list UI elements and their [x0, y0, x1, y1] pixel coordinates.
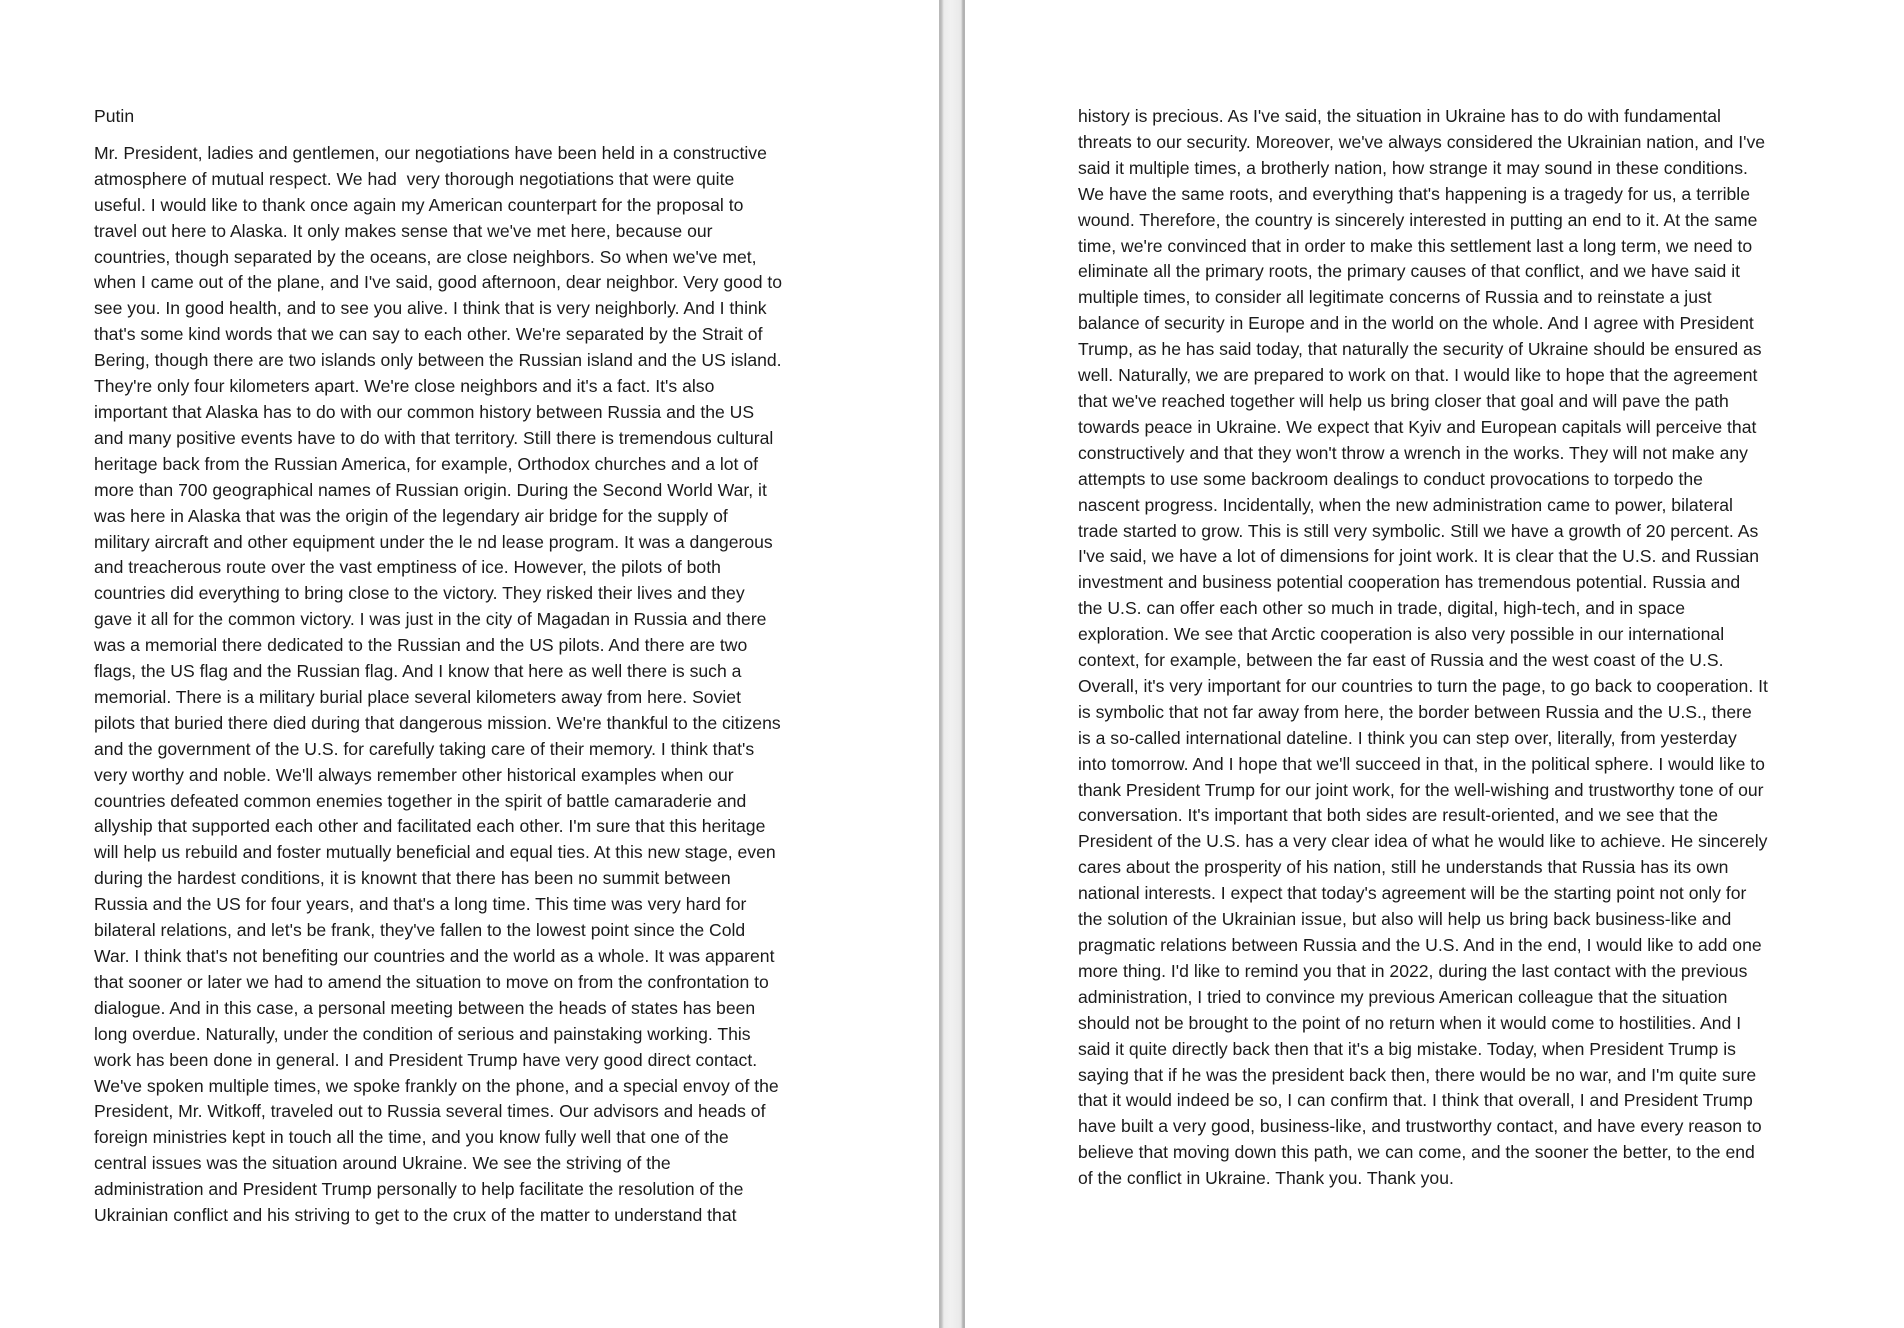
text-line: thank President Trump for our joint work, for the well-wishing and trustworthy tone of our: [1078, 779, 1764, 800]
text-line: very worthy and noble. We'll always remember other historical examples when our: [94, 764, 734, 785]
text-line: Overall, it's very important for our countries to turn the page, to go back to cooperation. It: [1078, 675, 1768, 696]
text-line: wound. Therefore, the country is sincerely interested in putting an end to it. At the same: [1078, 209, 1758, 230]
text-line: said it multiple times, a brotherly nation, how strange it may sound in these conditions.: [1078, 157, 1748, 178]
text-line: that's some kind words that we can say to each other. We're separated by the Strait of: [94, 324, 763, 345]
text-line: more than 700 geographical names of Russian origin. During the Second World War, it: [94, 479, 767, 500]
text-line: will help us rebuild and foster mutually beneficial and equal ties. At this new stage, even: [94, 842, 776, 863]
text-line: believe that moving down this path, we can come, and the sooner the better, to the end: [1078, 1142, 1755, 1163]
text-line: allyship that supported each other and facilitated each other. I'm sure that this heritage: [94, 816, 766, 837]
speech-text-left: [94, 141, 919, 1229]
text-line: countries, though separated by the oceans, are close neighbors. So when we've met,: [94, 246, 757, 267]
text-line: War. I think that's not benefiting our countries and the world as a whole. It was apparent: [94, 946, 775, 966]
text-line: balance of security in Europe and in the world on the whole. And I agree with President: [1078, 313, 1754, 334]
text-line: saying that if he was the president back then, there would be no war, and I'm quite sure: [1078, 1064, 1757, 1085]
text-line: dialogue. And in this case, a personal meeting between the heads of states has been: [94, 997, 756, 1018]
text-line: useful. I would like to thank once again my American counterpart for the proposal to: [94, 194, 744, 215]
text-line: President of the U.S. has a very clear idea of what he would like to achieve. He sincerely: [1078, 831, 1768, 852]
text-line: was here in Alaska that was the origin of the legendary air bridge for the supply of: [94, 505, 728, 526]
text-line: and treacherous route over the vast emptiness of ice. However, the pilots of both: [94, 557, 721, 578]
text-line: work has been done in general. I and President Trump have very good direct contact.: [94, 1049, 758, 1070]
text-line: Ukrainian conflict and his striving to get to the crux of the matter to understand that: [94, 1205, 737, 1226]
speaker-heading: Putin: [94, 106, 135, 126]
text-line: bilateral relations, and let's be frank, they've fallen to the lowest point since the Cold: [94, 920, 746, 941]
text-line: more thing. I'd like to remind you that in 2022, during the last contact with the previous: [1078, 960, 1748, 981]
text-line: important that Alaska has to do with our common history between Russia and the US: [94, 401, 755, 422]
text-line: is symbolic that not far away from here, the border between Russia and the U.S., there: [1078, 701, 1752, 722]
text-line: atmosphere of mutual respect. We had very thorough negotiations that were quite: [94, 168, 735, 189]
text-line: countries defeated common enemies together in the spirit of battle camaraderie and: [94, 790, 747, 811]
text-line: exploration. We see that Arctic cooperation is also very possible in our international: [1078, 624, 1725, 645]
text-line: We have the same roots, and everything that's happening is a tragedy for us, a terrible: [1078, 183, 1750, 204]
text-line: conversation. It's important that both sides are result-oriented, and we see that the: [1078, 805, 1719, 826]
text-line: multiple times, to consider all legitimate concerns of Russia and to reinstate a just: [1078, 287, 1712, 308]
text-line: well. Naturally, we are prepared to work on that. I would like to hope that the agreement: [1078, 365, 1758, 386]
text-line: context, for example, between the far east of Russia and the west coast of the U.S.: [1078, 650, 1724, 671]
text-line: towards peace in Ukraine. We expect that Kyiv and European capitals will perceive that: [1078, 416, 1757, 437]
text-line: pilots that buried there died during that dangerous mission. We're thankful to the citizens: [94, 712, 781, 733]
text-line: memorial. There is a military burial place several kilometers away from here. Soviet: [94, 686, 741, 707]
text-line: Mr. President, ladies and gentlemen, our negotiations have been held in a constructive: [94, 142, 767, 163]
text-line: should not be brought to the point of no return when it would come to hostilities. And I: [1078, 1012, 1742, 1033]
text-line: President, Mr. Witkoff, traveled out to Russia several times. Our advisors and heads of: [94, 1101, 766, 1122]
text-line: nascent progress. Incidentally, when the new administration came to power, bilateral: [1078, 494, 1733, 515]
text-line: the solution of the Ukrainian issue, but also will help us bring back business-like and: [1078, 909, 1732, 930]
text-line: administration and President Trump personally to help facilitate the resolution of the: [94, 1179, 744, 1200]
text-line: pragmatic relations between Russia and the U.S. And in the end, I would like to add one: [1078, 935, 1762, 955]
text-line: have built a very good, business-like, and trustworthy contact, and have every reason to: [1078, 1116, 1762, 1137]
text-line: central issues was the situation around Ukraine. We see the striving of the: [94, 1153, 671, 1174]
text-line: cares about the prosperity of his nation, still he understands that Russia has its own: [1078, 857, 1729, 878]
text-line: Russia and the US for four years, and that's a long time. This time was very hard for: [94, 894, 747, 915]
text-line: administration, I tried to convince my previous American colleague that the situation: [1078, 986, 1728, 1007]
text-line: Trump, as he has said today, that naturally the security of Ukraine should be ensured as: [1078, 339, 1762, 360]
text-line: when I came out of the plane, and I've said, good afternoon, dear neighbor. Very good to: [94, 272, 783, 293]
page-right: [965, 0, 1904, 1328]
text-line: of the conflict in Ukraine. Thank you. Thank you.: [1078, 1168, 1454, 1189]
text-line: long overdue. Naturally, under the condition of serious and painstaking working. This: [94, 1023, 751, 1044]
page-right-content: [965, 0, 1904, 1192]
text-line: Bering, though there are two islands only between the Russian island and the US island.: [94, 350, 782, 371]
text-line: and the government of the U.S. for carefully taking care of their memory. I think that's: [94, 738, 755, 759]
text-line: that we've reached together will help us bring closer that goal and will pave the path: [1078, 390, 1729, 411]
text-line: flags, the US flag and the Russian flag. And I know that here as well there is such a: [94, 661, 742, 682]
text-line: military aircraft and other equipment under the le nd lease program. It was a dangerous: [94, 531, 773, 552]
text-line: that sooner or later we had to amend the situation to move on from the confrontation to: [94, 971, 769, 992]
text-line: trade started to grow. This is still very symbolic. Still we have a growth of 20 percent. As: [1078, 520, 1759, 541]
page-left: [0, 0, 939, 1328]
text-line: We've spoken multiple times, we spoke frankly on the phone, and a special envoy of the: [94, 1075, 779, 1096]
text-line: and many positive events have to do with that territory. Still there is tremendous cultural: [94, 427, 774, 448]
text-line: see you. In good health, and to see you alive. I think that is very neighborly. And I think: [94, 298, 767, 319]
text-line: was a memorial there dedicated to the Russian and the US pilots. And there are two: [94, 635, 748, 656]
text-line: travel out here to Alaska. It only makes sense that we've met here, because our: [94, 220, 713, 241]
text-line: national interests. I expect that today's agreement will be the starting point not only for: [1078, 883, 1747, 904]
text-line: said it quite directly back then that it's a big mistake. Today, when President Trump is: [1078, 1038, 1736, 1059]
text-line: They're only four kilometers apart. We're close neighbors and it's a fact. It's also: [94, 376, 715, 397]
text-line: into tomorrow. And I hope that we'll succeed in that, in the political sphere. I would like to: [1078, 753, 1765, 774]
page-left-content: [0, 0, 939, 1229]
text-line: foreign ministries kept in touch all the time, and you know fully well that one of the: [94, 1127, 729, 1148]
text-line: threats to our security. Moreover, we've always considered the Ukrainian nation, and I've: [1078, 131, 1766, 152]
page-divider: [939, 0, 965, 1328]
text-line: time, we're convinced that in order to make this settlement last a long term, we need to: [1078, 235, 1753, 256]
text-line: attempts to use some backroom dealings to conduct provocations to torpedo the: [1078, 468, 1703, 489]
text-line: that it would indeed be so, I can confirm that. I think that overall, I and President Trump: [1078, 1090, 1753, 1111]
text-line: during the hardest conditions, it is knownt that there has been no summit between: [94, 868, 731, 889]
text-line: heritage back from the Russian America, for example, Orthodox churches and a lot of: [94, 453, 759, 474]
speech-text-right: [1078, 104, 1884, 1192]
text-line: is a so-called international dateline. I think you can step over, literally, from yesterday: [1078, 727, 1737, 748]
text-line: the U.S. can offer each other so much in trade, digital, high-tech, and in space: [1078, 598, 1686, 619]
text-line: constructively and that they won't throw a wrench in the works. They will not make any: [1078, 442, 1748, 463]
text-line: investment and business potential cooperation has tremendous potential. Russia and: [1078, 572, 1741, 593]
text-line: countries did everything to bring close to the victory. They risked their lives and they: [94, 583, 745, 604]
text-line: eliminate all the primary roots, the primary causes of that conflict, and we have said it: [1078, 261, 1741, 282]
text-line: I've said, we have a lot of dimensions for joint work. It is clear that the U.S. and Russian: [1078, 546, 1760, 567]
text-line: history is precious. As I've said, the situation in Ukraine has to do with fundamental: [1078, 106, 1721, 126]
text-line: gave it all for the common victory. I was just in the city of Magadan in Russia and there: [94, 609, 767, 630]
